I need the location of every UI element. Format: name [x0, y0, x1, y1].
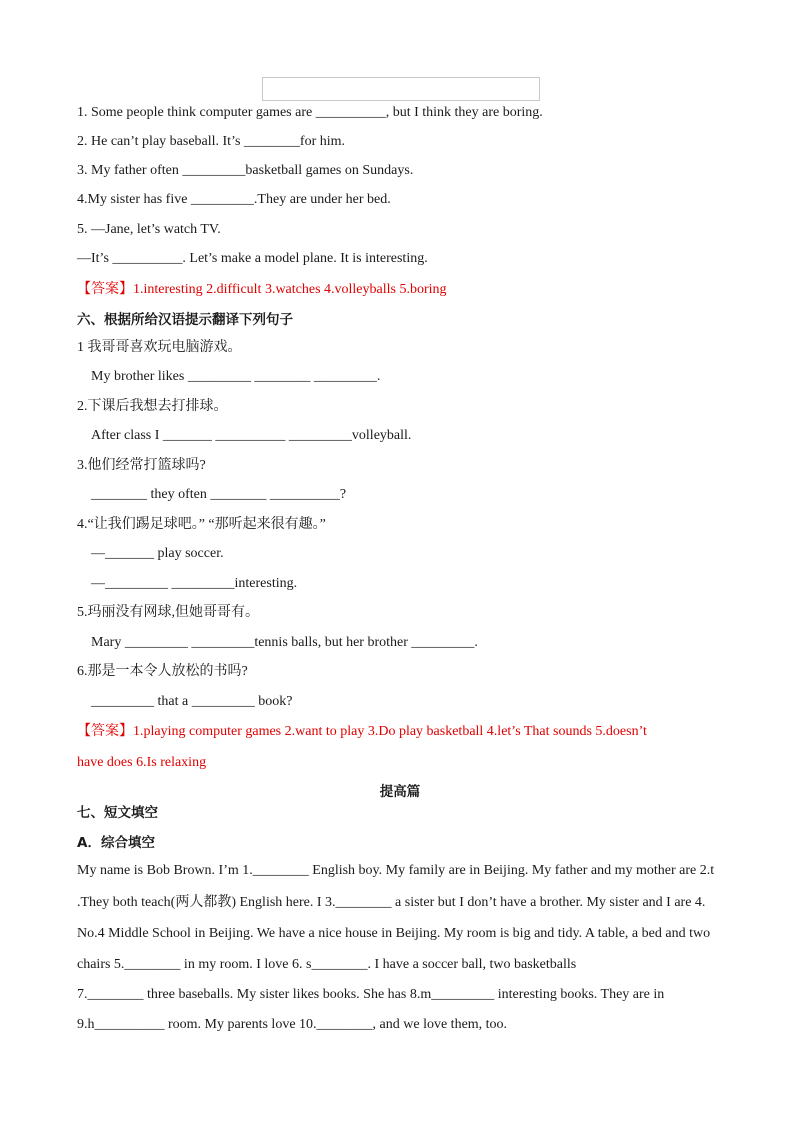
item6-5-cn: 5.玛丽没有网球,但她哥哥有。	[77, 605, 259, 620]
section-heading-6: 六、根据所给汉语提示翻译下列句子	[77, 312, 293, 328]
q5-5b: —It’s __________. Let’s make a model plane. It is interesting.	[77, 251, 428, 266]
item6-3-en: ________ they often ________ __________?	[91, 487, 347, 502]
header-box	[262, 77, 540, 101]
passage-line-3: No.4 Middle School in Beijing. We have a nice house in Beijing. My room is big and tidy. A table, a bed and two	[77, 926, 711, 941]
q5-4: 4.My sister has five _________.They are under her bed.	[77, 192, 391, 207]
q5-3: 3. My father often _________basketball games on Sundays.	[77, 163, 414, 178]
item6-4b-en: —_________ _________interesting.	[91, 576, 298, 591]
q5-1: 1. Some people think computer games are __________, but I think they are boring.	[77, 105, 543, 120]
answer-part6-line2: have does 6.Is relaxing	[77, 755, 207, 770]
item6-2-en: After class I _______ __________ _________volleyball.	[91, 428, 412, 443]
item6-6-en: _________ that a _________ book?	[91, 694, 293, 709]
q5-5a: 5. —Jane, let’s watch TV.	[77, 222, 221, 237]
answer-part5: 【答案】1.interesting 2.difficult 3.watches 4.volleyballs 5.boring	[77, 282, 447, 297]
item6-4-cn: 4.“让我们踢足球吧。” “那听起来很有趣。”	[77, 517, 326, 532]
q5-2: 2. He can’t play baseball. It’s ________for him.	[77, 134, 346, 149]
passage-line-5: 7.________ three baseballs. My sister likes books. She has 8.m_________ interesting books. They are in	[77, 987, 665, 1002]
passage-line-2: .They both teach(两人都教) English here. I 3.________ a sister but I don’t have a brother. My sister and I are 4.	[77, 895, 706, 910]
answer-part6-line1: 【答案】1.playing computer games 2.want to play 3.Do play basketball 4.let’s That sounds 5.doesn’t	[77, 724, 647, 739]
item6-4-en: —_______ play soccer.	[91, 546, 224, 561]
item6-3-cn: 3.他们经常打篮球吗?	[77, 458, 206, 473]
item6-6-cn: 6.那是一本令人放松的书吗?	[77, 664, 248, 679]
item6-5-en: Mary _________ _________tennis balls, but her brother _________.	[91, 635, 478, 650]
item6-2-cn: 2.下课后我想去打排球。	[77, 399, 228, 414]
passage-line-4: chairs 5.________ in my room. I love 6. s________. I have a soccer ball, two basketballs	[77, 957, 577, 972]
advanced-title: 提高篇	[379, 784, 421, 800]
passage-line-6: 9.h__________ room. My parents love 10.________, and we love them, too.	[77, 1017, 508, 1032]
passage-line-1: My name is Bob Brown. I’m 1.________ English boy. My family are in Beijing. My father and my mother are 2.t	[77, 863, 715, 878]
section-heading-7: 七、短文填空	[77, 805, 158, 821]
item6-1-cn: 1 我哥哥喜欢玩电脑游戏。	[77, 340, 242, 355]
item6-1-en: My brother likes _________ ________ _________.	[91, 369, 381, 384]
section-heading-A: A．综合填空	[77, 835, 155, 851]
